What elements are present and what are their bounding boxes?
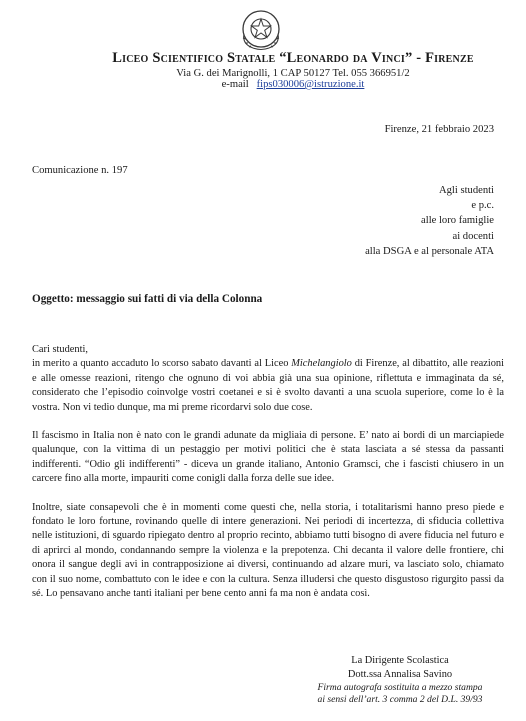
letterhead — [60, 50, 526, 90]
paragraph-1 — [32, 357, 504, 415]
recipient-line: alla DSGA e al personale ATA — [365, 245, 494, 257]
signer-name: Dott.ssa Annalisa Savino — [347, 669, 453, 680]
paragraph-3: Inoltre, siate consapevoli che è in momenti come questi che, nella storia, i totalitarismi hanno preso piede e fondato le loro fortune, rovinando quelle di intere generazioni. Nei periodi di incertezza, di sfiducia collettiva nelle istituzioni, di sguardo ripiegato dentro al proprio recinto, abbiamo tutti bisogno di avere fiducia nel futuro e di aprirci al mondo, condannando sempre la violenza e la prepotenza. Chi decanta il valore delle frontiere, chi onora il sangue degli avi in contrapposizione ai diversi, continuando ad alzare muri, va lasciato solo, chiamato con il suo nome, combattuto con le idee e con la cultura. Senza illudersi che questo disgustoso rigurgito passi da sé. Lo pensavano anche tanti italiani per bene cento anni fa ma non è andata così. — [32, 501, 504, 600]
paragraph-1-text-a: in merito a quanto accaduto lo scorso sabato davanti al Liceo — [32, 358, 292, 370]
school-name-italic: Michelangiolo — [291, 358, 352, 370]
letter-body — [32, 343, 504, 616]
school-address: Via G. dei Marignolli, 1 CAP 50127 Tel. 055 366951/2 — [176, 68, 410, 79]
recipients-block — [365, 183, 494, 259]
paragraph-1-text-b: di Firenze, al dibattito, alle reazioni e alle omesse reazioni, ritengo che ognuno di voi abbia già una sua opinione, riflettuta e immaginata da sé, considerato che l’episodio coinvolge vostri coetanei e si è svolto davanti a una scuola superiore, come lo è la vostra. Non vi tedio dunque, ma mi preme ricordarvi solo due cose. — [32, 358, 504, 413]
communication-number: Comunicazione n. 197 — [32, 165, 128, 176]
signature-block — [300, 654, 500, 706]
school-name: Liceo Scientifico Statale “Leonardo da Vinci” - Firenze — [112, 50, 474, 66]
recipient-line: e p.c. — [471, 200, 494, 212]
email-link[interactable]: fips030006@istruzione.it — [256, 79, 365, 90]
subject-line: Oggetto: messaggio sui fatti di via della Colonna — [32, 293, 263, 305]
letter-date: Firenze, 21 febbraio 2023 — [384, 124, 494, 135]
paragraph-2: Il fascismo in Italia non è nato con le grandi adunate da migliaia di persone. E’ nato ai bordi di un marciapiede qualunque, con la vittima di un pestaggio per motivi politici che è stata lasciata a sé stessa da passanti indifferenti. “Odio gli indifferenti” - diceva un grande italiano, Antonio Gramsci, che i fascisti chiusero in un carcere fino alla morte, impauriti come conigli dalla forza delle sue idee. — [32, 430, 504, 485]
signer-title: La Dirigente Scolastica — [351, 655, 449, 666]
signature-note-2: ai sensi dell’art. 3 comma 2 del D.L. 39/93 — [317, 694, 483, 705]
signature-note-1: Firma autografa sostituita a mezzo stampa — [317, 682, 483, 693]
email-line — [60, 79, 526, 90]
recipient-line: alle loro famiglie — [421, 215, 494, 227]
salutation: Cari studenti, — [32, 344, 88, 355]
recipient-line: ai docenti — [452, 230, 494, 242]
email-label: e-mail — [221, 79, 249, 90]
republic-emblem-icon — [236, 4, 286, 52]
recipient-line: Agli studenti — [438, 185, 494, 196]
